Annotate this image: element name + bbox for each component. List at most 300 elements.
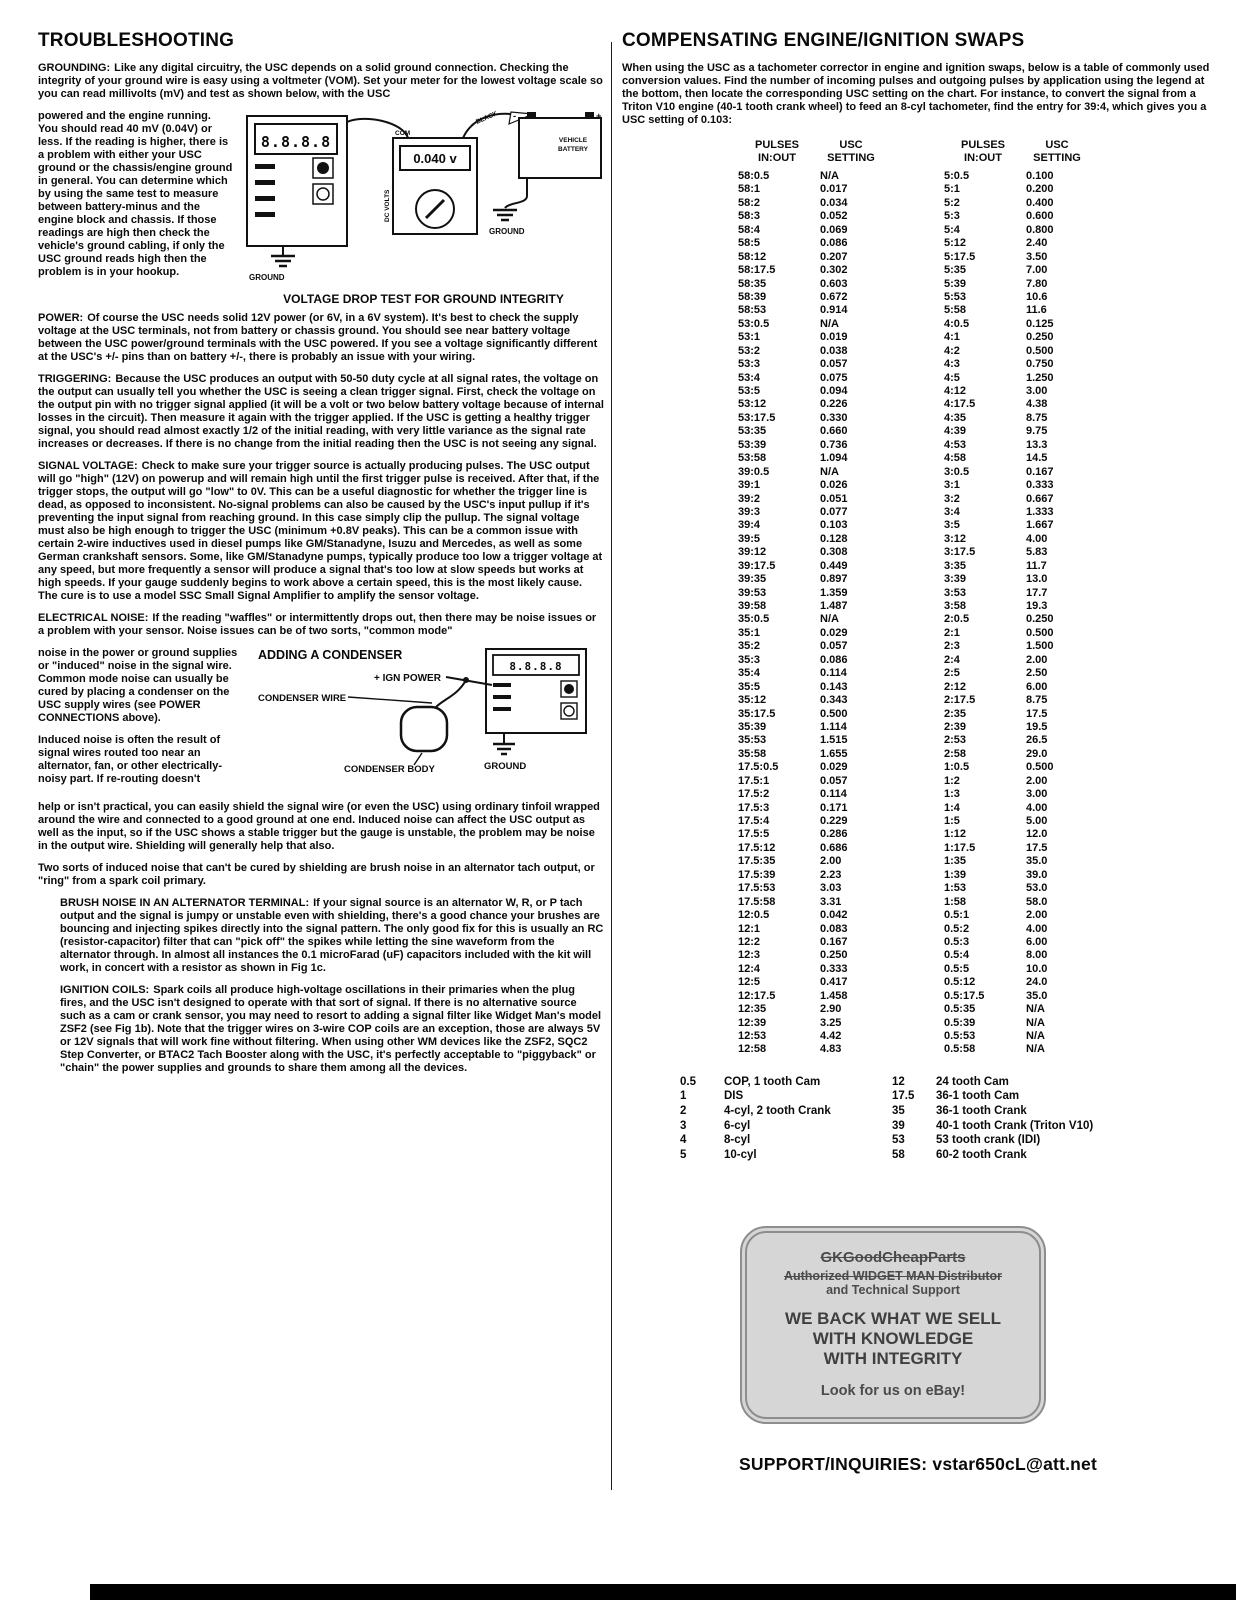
ratio-cell: 53:39 [738,438,767,451]
ground-label: GROUND [489,227,525,236]
ratio-cell: 2:5 [944,667,960,680]
table-row [940,439,1088,452]
value-cell: 8.75 [1026,694,1048,707]
ratio-cell: 12:5 [738,976,761,989]
table-row [940,909,1088,922]
usc-button-dot-icon [317,162,329,174]
ratio-cell: 12:1 [738,922,761,935]
table-row [940,627,1088,640]
table-row [940,761,1088,774]
condenser-diagram-title: ADDING A CONDENSER [258,648,403,662]
ratio-cell: 3:17.5 [944,546,976,559]
ratio-cell: 1:39 [944,868,967,881]
table-row [734,963,882,976]
table-row [734,1017,882,1030]
table-row [940,466,1088,479]
ratio-cell: 35:17.5 [738,707,776,720]
value-cell: 14.5 [1026,452,1048,465]
ratio-cell: 17.5:39 [738,868,776,881]
power-paragraph [38,312,604,364]
ratio-cell: 17.5:1 [738,774,770,787]
ratio-cell: 0.5:12 [944,976,976,989]
usc-setting-header: USC SETTING [1033,139,1081,164]
value-cell: 5.00 [1026,815,1048,827]
table-row [940,1030,1088,1043]
ratio-cell: 0.5:39 [944,1016,976,1029]
value-cell: 4.00 [1026,801,1048,814]
left-title: TROUBLESHOOTING [38,30,235,51]
support-inquiries-line: SUPPORT/INQUIRIES: vstar650cL@att.net [738,1454,1098,1475]
table-row [680,1075,892,1090]
ratio-cell: 12:4 [738,962,761,975]
ratio-cell: 39:17.5 [738,559,776,572]
ratio-cell: 2:58 [944,747,967,760]
stamp-slogan2: WITH KNOWLEDGE [812,1329,974,1349]
value-cell: 11.7 [1026,559,1047,572]
ratio-cell: 17.5:2 [738,788,770,801]
table-row [680,1104,892,1119]
ratio-cell: 1:17.5 [944,841,976,854]
table-row [940,815,1088,828]
grounding-label: GROUNDING: [38,62,111,74]
grounding-intro-paragraph [38,62,604,101]
power-text: Of course the USC needs solid 12V power (or 6V, in a 6V system). It's best to check the supply voltage at the USC terminals, not from battery or chassis ground. You should see near battery voltage between the USC power/ground terminals with the USC powered. If you see a voltage significantly different at the USC's +/- pins than on battery +/-, there is probably an issue with your wiring. [38,312,598,363]
ratio-cell: 4:3 [944,358,960,371]
ratio-cell: 4 [680,1134,687,1147]
ratio-cell: 3:4 [944,505,960,518]
value-cell: N/A [820,613,839,626]
ratio-cell: 58:17.5 [738,264,776,277]
value-cell: N/A [820,465,839,478]
value-cell: 3.50 [1026,250,1048,263]
ratio-cell: 5:3 [944,210,960,223]
ratio-cell: 3:1 [944,479,960,492]
ratio-cell: 1:3 [944,788,960,801]
value-cell: 0.302 [820,264,848,277]
table-row [940,385,1088,398]
ratio-cell: 1:58 [944,895,967,908]
ratio-cell: 35:58 [738,747,767,760]
value-cell: 17.7 [1026,586,1048,599]
table-row [734,493,882,506]
battery-minus-post [527,112,536,118]
value-cell: N/A [1026,1003,1045,1016]
value-cell: 8.75 [1026,411,1048,424]
table-row [734,896,882,909]
ratio-cell: 58:39 [738,290,767,303]
stamp-support-line: and Technical Support [826,1283,960,1298]
table-row [734,775,882,788]
value-cell: 7.00 [1026,264,1048,277]
signal-voltage-text: Check to make sure your trigger source is actually producing pulses. The USC output will go "high" (12V) on powerup and will remain high until the first trigger pulse is received. After that, if the trigger stops, the output will go "low" to 0V. This can be a useful diagnostic for whether the trigger line is dead, as opposed to inconsistent. No-signal problems can also be caused by the USC's input pullup if it's preventing the input signal from reaching ground. In this case simply clip the pullup. The signal voltage must also be high enough to trigger the USC (minimum +0.8V peaks). This can be a common issue with certain 2-wire inductives used in diesel pumps like GM/Stanadyne, Isuzu and Mercedes, as well as some German crankshaft sensors. Some, like GM/Stanadyne pumps, typically produce too low a trigger voltage at any speed, but more frequently a sensor will produce a signal that's too low at slow speeds but works at high speeds. If your gauge suddenly begins to work above a certain speed, this is the most likely cause. The cure is to use a model SSC Small Signal Amplifier to amplify the sensor voltage. [38,460,603,602]
conversion-table-right [940,139,1088,1057]
table-row [892,1089,1093,1104]
table-row [940,237,1088,250]
value-cell: 0.250 [1026,613,1054,626]
value-cell: 29.0 [1026,747,1048,760]
ratio-cell: 2:17.5 [944,694,976,707]
ratio-cell: 35:12 [738,694,767,707]
value-cell: 35.0 [1026,855,1048,868]
ratio-cell: 4:39 [944,425,967,438]
table-row [940,1017,1088,1030]
table-row [940,533,1088,546]
table-row [734,425,882,438]
table-row [940,358,1088,371]
table-row [940,546,1088,559]
ratio-cell: 5:12 [944,237,967,250]
value-cell: 1.333 [1026,505,1054,518]
value-cell: 0.914 [820,304,848,317]
ratio-cell: 58:35 [738,277,767,290]
table-row [940,170,1088,183]
value-cell: 35.0 [1026,989,1048,1002]
ratio-cell: 17.5:4 [738,815,770,827]
table-row [734,398,882,411]
ratio-cell: 1:12 [944,828,967,841]
table-row [734,828,882,841]
table-row [892,1119,1093,1134]
ratio-cell: 17.5:35 [738,855,776,868]
table-row [734,412,882,425]
stamp-slogan1: WE BACK WHAT WE SELL [785,1309,1001,1329]
value-cell: 7.80 [1026,277,1048,290]
table-row [734,761,882,774]
ratio-cell: 2:35 [944,707,967,720]
value-cell: 3.03 [820,882,842,895]
table-row [940,519,1088,532]
table-row [940,667,1088,680]
grounding-narrow-text: powered and the engine running. You should read 40 mV (0.04V) or less. If the reading is higher, there is a problem with either your USC ground or the chassis/engine ground in general. You can determine which by using the same test to measure between battery-minus and the engine block and chassis. If those readings are high then check the vehicle's ground cabling, if only the USC ground reads high then the problem is in your hookup. [38,110,233,278]
table-row [734,251,882,264]
pulses-header: PULSES IN:OUT [960,139,1005,164]
brush-noise-paragraph [60,897,604,975]
table-row [734,923,882,936]
ratio-cell: 17.5 [892,1090,915,1103]
value-cell: 0.052 [820,210,848,223]
table-row [940,304,1088,317]
usc-terminal-icon [493,683,511,687]
electrical-noise-continued: help or isn't practical, you can easily shield the signal wire (or even the USC) using ordinary tinfoil wrapped around the wire and connected to a good ground at one end. Induced noise can affect the USC output as well as the input, so if the USC shows a stable trigger but the gauge is unstable, the problem may be noise in the output wire. Shielding will generally help that also. [38,801,600,852]
usc-terminal-icon [255,164,275,169]
ratio-cell: 1:5 [944,815,960,827]
value-cell: 0.343 [820,694,848,707]
ratio-cell: 5:1 [944,183,960,196]
ratio-cell: 39:2 [738,492,761,505]
table-row [940,802,1088,815]
table-header [940,139,1088,164]
ratio-cell: 0.5:2 [944,922,970,935]
value-cell: 19.3 [1026,600,1048,612]
table-row [940,1043,1088,1056]
table-row [734,533,882,546]
ratio-cell: 1 [680,1090,687,1103]
condenser-wire [436,680,466,707]
value-cell: 0.100 [1026,170,1054,182]
ratio-cell: 35:1 [738,626,761,639]
ratio-cell: 0.5:1 [944,909,970,922]
value-cell: 53.0 [1026,882,1048,895]
value-cell: 0.333 [820,962,848,975]
ratio-cell: 2:1 [944,626,960,639]
ratio-cell: 53:4 [738,371,761,384]
value-cell: 0.057 [820,358,848,371]
table-row [734,587,882,600]
value-cell: 0.200 [1026,183,1054,196]
table-row [940,882,1088,895]
ratio-cell: 5:35 [944,264,967,277]
value-cell: 0.057 [820,774,848,787]
table-row [940,694,1088,707]
table-row [940,734,1088,747]
ratio-cell: 3:12 [944,532,967,545]
condenser-wire-label: CONDENSER WIRE [258,693,347,704]
table-row [940,560,1088,573]
battery-plus-post [585,112,594,118]
dc-volts-label: DC VOLTS [384,189,391,222]
table-row [734,600,882,613]
ratio-cell: 58:53 [738,304,767,317]
ratio-cell: 5:0.5 [944,170,970,182]
value-cell: 0.051 [820,492,848,505]
value-cell: 0.308 [820,546,848,559]
table-row [734,170,882,183]
value-cell: 0.750 [1026,358,1054,371]
table-row [734,681,882,694]
triggering-paragraph [38,373,604,451]
table-row [940,855,1088,868]
ratio-cell: 35:0.5 [738,613,770,626]
right-title: COMPENSATING ENGINE/IGNITION SWAPS [622,30,1025,51]
value-cell: 0.026 [820,479,848,492]
ratio-cell: 5:4 [944,223,960,236]
table-row [940,963,1088,976]
value-cell: 2.00 [1026,653,1048,666]
value-cell: 4.00 [1026,532,1048,545]
ratio-cell: 35:4 [738,667,761,680]
ratio-cell: 4:53 [944,438,967,451]
value-cell: 0.114 [820,667,847,680]
usc-terminal-icon [255,180,275,185]
ratio-cell: 5:2 [944,196,960,209]
ratio-cell: 58 [892,1148,905,1161]
ratio-cell: 58:3 [738,210,761,223]
ratio-cell: 39:35 [738,573,767,586]
ratio-cell: 4:2 [944,344,960,357]
value-cell: 12.0 [1026,828,1048,841]
triggering-text: Because the USC produces an output with 50-50 duty cycle at all signal rates, the voltage on the output can usually tell you whether the USC is seeing a clean trigger signal. First, check the voltage on the output pin with no trigger signal applied (it will be a volt or two below battery voltage because of internal losses in the circuit). Then measure it again with the trigger applied. If the USC is getting a healthy trigger signal, you should read almost exactly 1/2 of the initial reading, with very little variance as the signal rate increases or decreases. If there is no change from the initial reading then the USC is not seeing any signal. [38,373,604,450]
ignition-coils-label: IGNITION COILS: [60,984,150,996]
ratio-cell: 53:2 [738,344,761,357]
ratio-cell: 5:53 [944,290,967,303]
value-cell: 0.083 [820,922,848,935]
electrical-noise-narrow1: noise in the power or ground supplies or "induced" noise in the signal wire. Common mode noise can usually be cured by placing a condenser on the USC supply wires (see POWER CONNECTIONS above). [38,647,238,724]
voltage-drop-diagram [243,110,604,306]
electrical-noise-intro-text: If the reading "waffles" or intermittently drops out, then there may be noise issues or a problem with your sensor. Noise issues can be of two sorts, "common mode" [38,612,597,637]
value-cell: 10-cyl [724,1148,757,1161]
condenser-body-label: CONDENSER BODY [344,764,435,775]
ratio-cell: 53:3 [738,358,761,371]
value-cell: 0.171 [820,801,848,814]
ratio-cell: 35:39 [738,720,767,733]
value-cell: 0.114 [820,788,847,801]
table-row [734,909,882,922]
usc-terminal-icon [255,212,275,217]
table-row [734,291,882,304]
table-row [734,385,882,398]
table-row [940,640,1088,653]
column-divider [611,42,612,1490]
ratio-cell: 4:5 [944,371,960,384]
value-cell: 4.42 [820,1030,842,1042]
ratio-cell: 2:12 [944,680,967,693]
table-row [734,1003,882,1016]
ratio-cell: 5:17.5 [944,250,976,263]
value-cell: 0.226 [820,398,848,411]
table-row [940,452,1088,465]
value-cell: 0.736 [820,438,848,451]
table-row [734,345,882,358]
value-cell: 0.686 [820,841,848,854]
ratio-cell: 0.5:53 [944,1030,976,1042]
table-row [940,331,1088,344]
value-cell: 0.038 [820,344,848,357]
value-cell: 0.075 [820,371,848,384]
value-cell: N/A [1026,1030,1045,1042]
value-cell: 6.00 [1026,935,1048,948]
table-row [940,493,1088,506]
ratio-cell: 39:0.5 [738,465,770,478]
value-cell: 0.017 [820,183,848,196]
ratio-cell: 12:3 [738,949,761,962]
table-row [940,412,1088,425]
ratio-cell: 39:5 [738,532,761,545]
table-row [680,1089,892,1104]
table-row [734,748,882,761]
battery-label-line2: BATTERY [558,146,588,153]
table-row [734,708,882,721]
value-cell: 4.83 [820,1043,842,1056]
battery-ground-wire [505,178,527,208]
value-cell: 1.515 [820,734,848,747]
ratio-cell: 3:5 [944,519,960,532]
value-cell: 0.167 [1026,465,1054,478]
battery-minus-label: - [513,111,517,122]
table-row [734,990,882,1003]
value-cell: 6.00 [1026,680,1048,693]
usc-led-box [313,184,333,204]
usc-terminal-icon [493,695,511,699]
ratio-cell: 0.5:17.5 [944,989,985,1002]
value-cell: N/A [820,170,839,182]
table-row [940,372,1088,385]
distributor-stamp [740,1226,1046,1424]
table-row [940,398,1088,411]
ratio-cell: 1:2 [944,774,960,787]
ratio-cell: 4:35 [944,411,967,424]
table-row [734,613,882,626]
value-cell: 0.229 [820,815,848,827]
ratio-cell: 2:0.5 [944,613,970,626]
ratio-cell: 39:3 [738,505,761,518]
value-cell: DIS [724,1090,744,1103]
value-cell: 5.83 [1026,546,1048,559]
table-row [940,936,1088,949]
value-cell: N/A [1026,1016,1045,1029]
table-row [734,452,882,465]
value-cell: N/A [1026,1043,1045,1056]
ign-power-label: + IGN POWER [374,673,441,684]
value-cell: 0.167 [820,935,848,948]
table-row [892,1133,1093,1148]
electrical-noise-intro-paragraph [38,612,604,638]
value-cell: COP, 1 tooth Cam [724,1075,821,1088]
ratio-cell: 35:53 [738,734,767,747]
value-cell: 0.800 [1026,223,1054,236]
electrical-noise-label: ELECTRICAL NOISE: [38,612,149,624]
value-cell: 1.458 [820,989,848,1002]
com-label: COM [395,130,411,137]
ratio-cell: 3:53 [944,586,967,599]
value-cell: 8-cyl [724,1134,751,1147]
table-row [734,855,882,868]
ground-label: GROUND [484,761,527,772]
value-cell: 0.660 [820,425,848,438]
value-cell: 2.50 [1026,667,1048,680]
brush-noise-text: If your signal source is an alternator W, R, or P tach output and the signal is jumpy or unstable even with shielding, there's a good chance your brushes are bouncing and injecting spikes directly into the signal pattern. The only good fix for this is usually an RC (resistor-capacitor) filter that can "pick off" the spikes while letting the sine waveform from the alternator through. In almost all instances the 0.1 microFarad (uF) capacitors included with the kit will work, in concert with a resistor as shown in Fig 1c. [60,897,604,974]
table-row [734,546,882,559]
table-row [734,224,882,237]
value-cell: 1.500 [1026,640,1054,653]
ratio-cell: 12:58 [738,1043,767,1056]
table-row [734,358,882,371]
ratio-cell: 12:0.5 [738,909,770,922]
table-row [734,304,882,317]
ratio-cell: 4:0.5 [944,317,970,330]
table-row [940,278,1088,291]
electrical-noise-paragraph2: Two sorts of induced noise that can't be cured by shielding are brush noise in an alternator tach output, or "ring" from a spark coil primary. [38,862,595,887]
value-cell: 9.75 [1026,425,1048,438]
value-cell: 60-2 tooth Crank [936,1148,1027,1161]
swaps-intro-text: When using the USC as a tachometer corrector in engine and ignition swaps, below is a table of commonly used conversion values. Find the number of incoming pulses and outgoing pulses by application using the legend at the bottom, then locate the corresponding USC setting on the chart. For instance, to convert the signal from a Triton V10 engine (40-1 tooth crank wheel) to feed an 8-cyl tachometer, find the entry for 39:4, which gives you a USC setting of 0.103: [622,62,1210,126]
ratio-cell: 4:58 [944,452,967,465]
value-cell: 2.00 [1026,774,1048,787]
value-cell: 3.25 [820,1016,842,1029]
table-row [734,949,882,962]
adding-condenser-illustration [256,647,596,782]
table-row [940,506,1088,519]
bottom-scan-bar [90,1584,1236,1600]
table-row [940,600,1088,613]
table-row [940,708,1088,721]
table-row [734,183,882,196]
ratio-cell: 39:53 [738,586,767,599]
signal-voltage-paragraph [38,460,604,603]
ratio-cell: 35:5 [738,680,761,693]
ratio-cell: 17.5:58 [738,895,776,908]
ratio-cell: 58:4 [738,223,761,236]
ratio-cell: 4:1 [944,331,960,344]
value-cell: 2.40 [1026,237,1048,250]
stamp-brand: GKGoodCheapParts [820,1249,966,1267]
table-body-left [734,170,882,1057]
table-row [940,291,1088,304]
ratio-cell: 53:12 [738,398,767,411]
value-cell: 1.359 [820,586,848,599]
value-cell: 0.500 [820,707,848,720]
table-body-right [940,170,1088,1057]
table-row [940,775,1088,788]
